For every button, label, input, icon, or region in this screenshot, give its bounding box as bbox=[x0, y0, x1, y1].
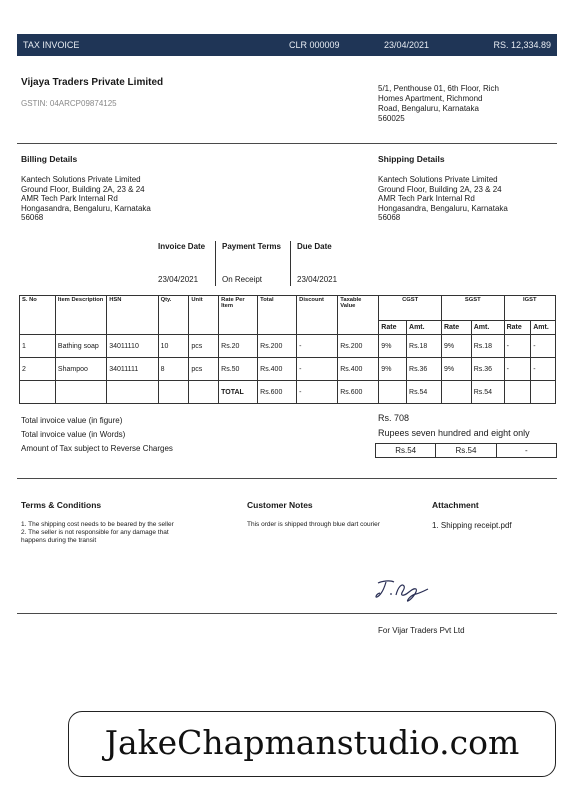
due-date: 23/04/2021 bbox=[297, 275, 338, 284]
seller-address bbox=[378, 84, 548, 124]
customer-notes: This order is shipped through blue dart courier bbox=[247, 521, 380, 528]
cell: - bbox=[531, 335, 556, 358]
shipping-line: Hongasandra, Bengaluru, Karnataka bbox=[378, 203, 508, 213]
total-taxable: Rs.600 bbox=[338, 381, 379, 404]
cell bbox=[20, 381, 56, 404]
cell: 9% bbox=[441, 335, 471, 358]
divider bbox=[17, 478, 557, 479]
table-total-row bbox=[20, 381, 556, 404]
signature-image bbox=[372, 575, 434, 605]
cell: Rs.36 bbox=[471, 358, 504, 381]
cell: 9% bbox=[379, 335, 407, 358]
terms-title: Terms & Conditions bbox=[21, 500, 102, 510]
cell: 9% bbox=[379, 358, 407, 381]
col-total: Total bbox=[258, 296, 297, 335]
cell: - bbox=[504, 335, 531, 358]
col-rate: Rate Per Item bbox=[219, 296, 258, 335]
terms-line: happens during the transit bbox=[21, 537, 97, 544]
signoff: For Vijar Traders Pvt Ltd bbox=[378, 626, 465, 635]
shipping-address bbox=[378, 175, 508, 223]
items-table bbox=[19, 295, 556, 404]
attachment-title: Attachment bbox=[432, 500, 479, 510]
total-label: TOTAL bbox=[219, 381, 258, 404]
col-sgst-amt: Amt. bbox=[471, 321, 504, 335]
col-igst-rate: Rate bbox=[504, 321, 531, 335]
col-discount: Discount bbox=[297, 296, 338, 335]
shipping-line: AMR Tech Park Internal Rd bbox=[378, 194, 475, 203]
cell: 2 bbox=[20, 358, 56, 381]
terms-line: 2. The seller is not responsible for any damage that bbox=[21, 529, 169, 536]
total-cgst: Rs.54 bbox=[407, 381, 442, 404]
col-cgst: CGST bbox=[379, 296, 442, 321]
header-date: 23/04/2021 bbox=[384, 40, 430, 50]
watermark-banner: JakeChapmanstudio.com bbox=[68, 711, 556, 777]
col-igst-amt: Amt. bbox=[531, 321, 556, 335]
col-hsn: HSN bbox=[107, 296, 158, 335]
invoice-date: 23/04/2021 bbox=[158, 275, 199, 284]
cell: Shampoo bbox=[55, 358, 106, 381]
total-words-label: Total invoice value (in Words) bbox=[21, 430, 126, 439]
col-unit: Unit bbox=[189, 296, 219, 335]
reverse-igst: - bbox=[524, 446, 528, 455]
address-line: 560025 bbox=[378, 114, 405, 123]
table-header-row bbox=[20, 296, 556, 321]
cell bbox=[107, 381, 158, 404]
total-fig-label: Total invoice value (in figure) bbox=[21, 416, 123, 425]
cell: Rs.200 bbox=[338, 335, 379, 358]
col-igst: IGST bbox=[504, 296, 555, 321]
table-row bbox=[20, 358, 556, 381]
cell: 34011110 bbox=[107, 335, 158, 358]
cell bbox=[55, 381, 106, 404]
cell: pcs bbox=[189, 358, 219, 381]
cell: Rs.50 bbox=[219, 358, 258, 381]
meta-separator bbox=[215, 241, 216, 286]
cell: 9% bbox=[441, 358, 471, 381]
due-date-block bbox=[297, 242, 357, 284]
address-line: Homes Apartment, Richmond bbox=[378, 94, 483, 103]
doc-type: TAX INVOICE bbox=[23, 40, 80, 50]
cell bbox=[158, 381, 189, 404]
billing-line: Ground Floor, Building 2A, 23 & 24 bbox=[21, 184, 145, 194]
address-line: Road, Bengaluru, Karnataka bbox=[378, 104, 479, 113]
invoice-date-label: Invoice Date bbox=[158, 242, 206, 251]
col-taxable: Taxable Value bbox=[338, 296, 379, 335]
total-sgst: Rs.54 bbox=[471, 381, 504, 404]
billing-line: 56068 bbox=[21, 213, 44, 222]
col-sgst-rate: Rate bbox=[441, 321, 471, 335]
cell: 8 bbox=[158, 358, 189, 381]
billing-title: Billing Details bbox=[21, 154, 78, 164]
cell: - bbox=[297, 335, 338, 358]
shipping-line: 56068 bbox=[378, 213, 401, 222]
reverse-charge-label: Amount of Tax subject to Reverse Charges bbox=[21, 444, 173, 453]
header-amount: RS. 12,334.89 bbox=[493, 40, 551, 50]
shipping-line: Ground Floor, Building 2A, 23 & 24 bbox=[378, 184, 502, 194]
reverse-charge-box bbox=[375, 443, 557, 458]
terms-list bbox=[21, 521, 174, 545]
total-words-value: Rupees seven hundred and eight only bbox=[378, 428, 530, 438]
cell: Rs.200 bbox=[258, 335, 297, 358]
col-item: Item Description bbox=[55, 296, 106, 335]
billing-line: AMR Tech Park Internal Rd bbox=[21, 194, 118, 203]
invoice-date-block bbox=[158, 242, 214, 284]
divider bbox=[17, 613, 557, 614]
payment-terms-label: Payment Terms bbox=[222, 242, 281, 251]
cell: pcs bbox=[189, 335, 219, 358]
terms-line: 1. The shipping cost needs to be beared by the seller bbox=[21, 521, 174, 528]
shipping-line: Kantech Solutions Private Limited bbox=[378, 175, 498, 184]
billing-line: Hongasandra, Bengaluru, Karnataka bbox=[21, 203, 151, 213]
col-cgst-rate: Rate bbox=[379, 321, 407, 335]
invoice-header-bar bbox=[17, 34, 557, 56]
cell: 1 bbox=[20, 335, 56, 358]
cell: 34011111 bbox=[107, 358, 158, 381]
shipping-title: Shipping Details bbox=[378, 154, 445, 164]
cell: Rs.20 bbox=[219, 335, 258, 358]
cell: - bbox=[531, 358, 556, 381]
col-cgst-amt: Amt. bbox=[407, 321, 442, 335]
cell bbox=[504, 381, 531, 404]
due-date-label: Due Date bbox=[297, 242, 332, 251]
total-amount: Rs.600 bbox=[258, 381, 297, 404]
total-discount: - bbox=[297, 381, 338, 404]
billing-address bbox=[21, 175, 151, 223]
reverse-sgst: Rs.54 bbox=[436, 444, 496, 457]
seller-name: Vijaya Traders Private Limited bbox=[21, 77, 164, 88]
cell: Rs.400 bbox=[338, 358, 379, 381]
cell bbox=[189, 381, 219, 404]
cell: Rs.400 bbox=[258, 358, 297, 381]
payment-terms-block bbox=[222, 242, 282, 284]
cell: Bathing soap bbox=[55, 335, 106, 358]
payment-terms: On Receipt bbox=[222, 275, 263, 284]
col-sgst: SGST bbox=[441, 296, 504, 321]
meta-separator bbox=[290, 241, 291, 286]
cell: - bbox=[297, 358, 338, 381]
total-fig-value: Rs. 708 bbox=[378, 413, 410, 423]
notes-title: Customer Notes bbox=[247, 500, 313, 510]
cell: Rs.18 bbox=[471, 335, 504, 358]
cell bbox=[531, 381, 556, 404]
cell bbox=[379, 381, 407, 404]
divider bbox=[17, 143, 557, 144]
cell bbox=[441, 381, 471, 404]
cell: - bbox=[504, 358, 531, 381]
address-line: 5/1, Penthouse 01, 6th Floor, Rich bbox=[378, 84, 499, 93]
cell: 10 bbox=[158, 335, 189, 358]
table-row bbox=[20, 335, 556, 358]
clr-number: CLR 000009 bbox=[289, 40, 340, 50]
attachment-link[interactable]: 1. Shipping receipt.pdf bbox=[432, 521, 512, 530]
billing-line: Kantech Solutions Private Limited bbox=[21, 175, 141, 184]
cell: Rs.18 bbox=[407, 335, 442, 358]
col-sno: S. No bbox=[20, 296, 56, 335]
cell: Rs.36 bbox=[407, 358, 442, 381]
col-qty: Qty. bbox=[158, 296, 189, 335]
reverse-cgst: Rs.54 bbox=[376, 444, 436, 457]
seller-gstin: GSTIN: 04ARCP09874125 bbox=[21, 99, 117, 108]
